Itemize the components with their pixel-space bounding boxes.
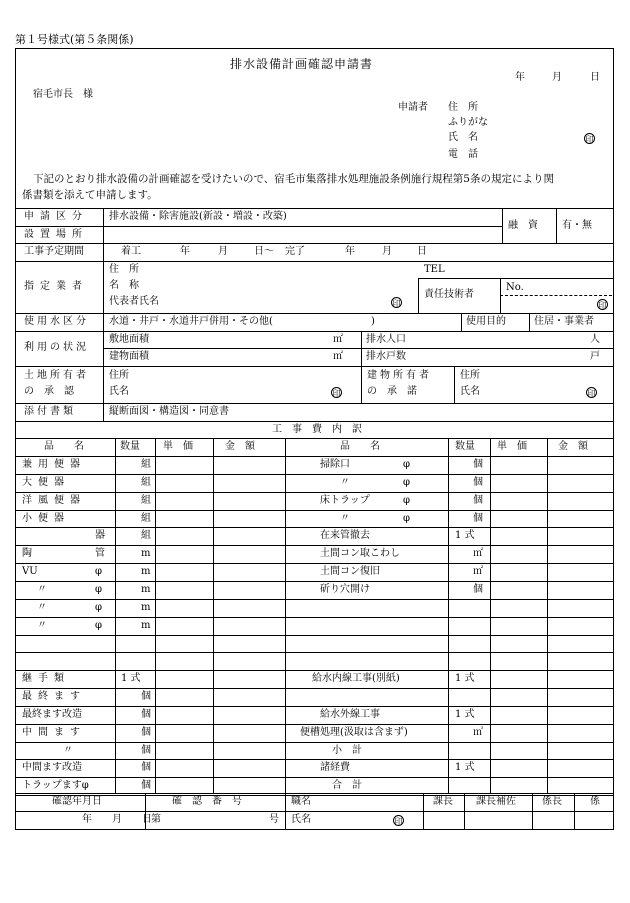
contractor-name: 名 称 xyxy=(109,280,139,291)
intro-text-2: 係書類を添えて申請します。 xyxy=(22,189,158,201)
cost-header-price-right: 単 価 xyxy=(497,441,527,452)
row-line xyxy=(15,777,614,778)
schedule-year1: 年 xyxy=(180,246,190,257)
line xyxy=(15,811,614,812)
attachments-label: 添付書類 xyxy=(24,406,76,417)
cost-right-item-name: 掃除口 xyxy=(320,459,350,470)
line xyxy=(15,793,614,794)
cost-header-item-left: 品 名 xyxy=(44,441,84,452)
row-line xyxy=(15,599,614,600)
schedule-end: 完了 xyxy=(285,246,305,257)
line xyxy=(454,366,455,403)
location-input[interactable] xyxy=(104,227,501,242)
cost-left-item-name: 大便器 xyxy=(22,477,70,488)
cost-left-item-unit-mark: 管 xyxy=(95,548,105,559)
cost-right-item-name: 給水内線工事(別紙) xyxy=(312,673,400,684)
building-owner-label2: の 承 諾 xyxy=(367,386,417,397)
row-line xyxy=(15,563,614,564)
row-line xyxy=(15,688,614,689)
cost-left-item-name: 〃 xyxy=(63,745,79,756)
date-day: 日 xyxy=(590,72,600,83)
purpose-label: 使用目的 xyxy=(466,316,506,327)
drain-households-unit: 戸 xyxy=(590,351,600,362)
cost-right-item-qty: 個 xyxy=(473,459,483,470)
footer-kakari: 係 xyxy=(590,796,600,807)
date-year: 年 xyxy=(515,72,525,83)
cost-left-item-qty: 組 xyxy=(141,477,151,488)
row-line xyxy=(15,492,614,493)
line xyxy=(529,313,530,331)
cost-right-item-qty: 1 式 xyxy=(455,762,475,773)
drain-households-label: 排水戸数 xyxy=(366,351,406,362)
cost-left-item-name: 小便器 xyxy=(22,513,70,524)
contractor-tel: TEL xyxy=(424,264,445,275)
line xyxy=(15,421,614,422)
cost-left-item-qty: 個 xyxy=(141,691,151,702)
schedule-year2: 年 xyxy=(345,246,355,257)
applicant-label: 申請者 xyxy=(398,102,428,113)
building-owner-seal: 印 xyxy=(587,389,596,398)
schedule-start: 着工 xyxy=(121,246,141,257)
row-line xyxy=(15,617,614,618)
cost-right-item-phi: φ xyxy=(403,495,411,506)
cost-header-amount-left: 金 額 xyxy=(225,441,255,452)
footer-date-values: 年 月 日 xyxy=(82,814,152,825)
applicant-seal: 印 xyxy=(585,135,594,144)
row-line xyxy=(15,545,614,546)
line xyxy=(103,313,104,421)
row-line xyxy=(15,652,614,653)
cost-left-item-unit-mark: φ xyxy=(95,620,103,631)
cost-left-item-qty: 1 式 xyxy=(121,673,141,684)
cost-right-item-phi: φ xyxy=(403,513,411,524)
schedule-month1: 月 xyxy=(218,246,228,257)
schedule-day1: 日～ xyxy=(254,246,274,257)
cost-left-item-name: 〃 xyxy=(37,620,47,631)
footer-kakaricho: 係長 xyxy=(542,796,562,807)
cost-left-item-qty: 組 xyxy=(141,495,151,506)
line xyxy=(15,243,614,244)
cost-left-item-name: 最終ます改造 xyxy=(22,709,82,720)
water-source-value[interactable]: 水道・井戸・水道井戸併用・その他( xyxy=(109,316,273,327)
water-source-label: 使用水区分 xyxy=(24,316,89,327)
cost-left-item-qty: m xyxy=(141,620,151,631)
cost-right-item-qty: 個 xyxy=(473,513,483,524)
cost-right-item-qty: 個 xyxy=(473,584,483,595)
cost-left-item-qty: m xyxy=(141,602,151,613)
row-line xyxy=(15,635,614,636)
site-area-unit: ㎡ xyxy=(333,334,343,345)
row-line xyxy=(15,795,614,796)
drain-people-unit: 人 xyxy=(590,334,600,345)
cost-right-item-phi: φ xyxy=(403,477,411,488)
row-line xyxy=(15,527,614,528)
dashed-line xyxy=(500,295,612,296)
cost-right-item-name: 諸経費 xyxy=(320,762,350,773)
land-owner-address: 住所 xyxy=(109,370,129,381)
cost-right-item-name: 在来管撤去 xyxy=(320,530,370,541)
cost-right-item-name: 斫り穴開け xyxy=(320,584,370,595)
cost-right-item-qty: ㎡ xyxy=(473,566,483,577)
footer-confirm-date: 確認年月日 xyxy=(52,796,102,807)
line xyxy=(15,403,614,404)
line xyxy=(15,208,614,209)
cost-right-item-qty: ㎥ xyxy=(473,727,483,738)
line xyxy=(15,261,614,262)
line xyxy=(15,366,614,367)
line xyxy=(532,793,533,830)
footer-kacho: 課長 xyxy=(433,796,453,807)
cost-left-item-name: トラップますφ xyxy=(22,780,89,791)
line xyxy=(461,313,462,331)
building-area-label: 建物面積 xyxy=(109,351,149,362)
contractor-seal: 印 xyxy=(392,299,401,308)
cost-header-item-right: 品 名 xyxy=(340,441,380,452)
cost-right-item-name: 便槽処理(汲取は含まず) xyxy=(300,727,408,738)
cost-right-item-phi: φ xyxy=(403,459,411,470)
line xyxy=(285,793,286,830)
cost-left-item-unit-mark: φ xyxy=(95,602,103,613)
row-line xyxy=(15,670,614,671)
intro-text-1: 下記のとおり排水設備の計画確認を受けたいので、宿毛市集落排水処理施設条例施行規程第5条の規定により関 xyxy=(33,173,554,185)
row-line xyxy=(15,474,614,475)
footer-position: 職名 xyxy=(291,796,311,807)
row-line xyxy=(15,706,614,707)
land-owner-label1: 土地所有者 xyxy=(24,370,89,381)
cost-right-item-name: 小 計 xyxy=(332,745,362,756)
cost-left-item-name: 兼用便器 xyxy=(22,459,86,470)
row-line xyxy=(15,510,614,511)
engineer-label: 責任技術者 xyxy=(424,289,474,300)
schedule-label: 工事予定期間 xyxy=(24,246,84,257)
form-number: 第１号様式(第５条関係) xyxy=(15,33,134,46)
cost-right-item-name: 〃 xyxy=(340,513,350,524)
cost-right-item-qty: 1 式 xyxy=(455,530,475,541)
financing-label: 融 資 xyxy=(508,220,538,231)
footer-no-suffix: 号 xyxy=(269,814,279,825)
building-owner-name: 氏名 xyxy=(460,386,480,397)
form-frame xyxy=(15,48,614,830)
building-owner-label1: 建物所有者 xyxy=(367,370,432,381)
engineer-seal: 印 xyxy=(598,301,607,310)
cost-left-item-qty: 個 xyxy=(141,727,151,738)
line xyxy=(574,793,575,830)
cost-left-item-qty: 組 xyxy=(141,530,151,541)
line xyxy=(418,278,419,313)
cost-left-item-name: 洋風便器 xyxy=(22,495,86,506)
footer-confirm-no: 確 認 番 号 xyxy=(172,796,242,807)
land-owner-name: 氏名 xyxy=(109,386,129,397)
cost-header-price-left: 単 価 xyxy=(163,441,193,452)
footer-name: 氏名 xyxy=(291,814,311,825)
cost-left-item-qty: 個 xyxy=(141,709,151,720)
cost-left-item-unit-mark: φ xyxy=(95,584,103,595)
line xyxy=(464,793,465,830)
contractor-address: 住 所 xyxy=(109,264,139,275)
line xyxy=(15,331,614,332)
cost-right-item-name: 土間コン取こわし xyxy=(320,548,400,559)
building-owner-address: 住所 xyxy=(460,370,480,381)
contractor-rep: 代表者氏名 xyxy=(109,296,159,307)
line xyxy=(15,438,614,439)
cost-header-qty-left: 数量 xyxy=(120,441,140,452)
application-type-value: 排水設備・除害施設(新設・増設・改築) xyxy=(109,211,287,222)
line xyxy=(556,208,557,243)
cost-left-item-qty: 個 xyxy=(141,762,151,773)
cost-right-item-name: 土間コン復旧 xyxy=(320,566,380,577)
cost-left-item-name: VU xyxy=(22,566,38,577)
applicant-furigana-label: ふりがな xyxy=(448,117,488,128)
land-owner-label2: の 承 認 xyxy=(24,386,74,397)
attachments-value: 縦断面図・構造図・同意書 xyxy=(109,406,229,417)
line xyxy=(103,348,614,349)
cost-left-item-name: 継手類 xyxy=(22,673,70,684)
purpose-value[interactable]: 住居・事業者 xyxy=(534,316,594,327)
line xyxy=(15,313,614,314)
date-month: 月 xyxy=(552,72,562,83)
cost-left-item-qty: 組 xyxy=(141,459,151,470)
building-area-unit: ㎡ xyxy=(333,351,343,362)
applicant-name-label: 氏 名 xyxy=(448,132,478,143)
cost-left-item-qty: m xyxy=(141,566,151,577)
cost-left-item-name: 〃 xyxy=(37,584,47,595)
row-line xyxy=(15,742,614,743)
contractor-label: 指定業者 xyxy=(24,281,88,292)
cost-left-item-unit-mark: φ xyxy=(95,566,103,577)
cost-right-item-qty: 1 式 xyxy=(455,673,475,684)
cost-right-item-name: 床トラップ xyxy=(320,495,370,506)
line xyxy=(502,208,503,243)
usage-label: 利用の状況 xyxy=(24,342,89,353)
schedule-day2: 日 xyxy=(417,246,427,257)
footer-hosa: 課長補佐 xyxy=(476,796,516,807)
applicant-address-label: 住 所 xyxy=(448,102,478,113)
cost-title: 工 事 費 内 訳 xyxy=(272,424,362,435)
cost-left-item-qty: 個 xyxy=(141,745,151,756)
cost-left-item-qty: m xyxy=(141,548,151,559)
financing-value[interactable]: 有・無 xyxy=(562,220,592,231)
cost-right-item-name: 合 計 xyxy=(332,780,362,791)
cost-left-item-name: 器 xyxy=(95,530,111,541)
cost-left-item-qty: m xyxy=(141,584,151,595)
cost-left-item-name: 〃 xyxy=(37,602,47,613)
cost-left-item-name: 最終ます xyxy=(22,691,86,702)
line xyxy=(418,278,614,279)
applicant-phone-label: 電 話 xyxy=(448,149,478,160)
cost-left-item-qty: 個 xyxy=(141,780,151,791)
row-line xyxy=(15,456,614,457)
row-line xyxy=(15,724,614,725)
line xyxy=(361,331,362,403)
row-line xyxy=(15,759,614,760)
site-area-label: 敷地面積 xyxy=(109,334,149,345)
addressee: 宿毛市長 様 xyxy=(33,89,93,100)
land-owner-seal: 印 xyxy=(332,389,341,398)
drain-people-label: 排水人口 xyxy=(366,334,406,345)
schedule-month2: 月 xyxy=(382,246,392,257)
cost-header-qty-right: 数量 xyxy=(455,441,475,452)
cost-left-item-name: 中間ます改造 xyxy=(22,762,82,773)
form-title: 排水設備計画確認申請書 xyxy=(230,57,374,71)
footer-no-prefix: 第 xyxy=(151,814,161,825)
cost-right-item-qty: ㎡ xyxy=(473,548,483,559)
cost-right-item-qty: 1 式 xyxy=(455,709,475,720)
location-label: 設置場所 xyxy=(24,229,88,240)
water-source-close: ) xyxy=(371,316,375,327)
engineer-no: No. xyxy=(506,282,524,293)
line xyxy=(500,278,501,313)
line xyxy=(423,793,424,830)
cost-left-item-name: 陶 xyxy=(22,548,32,559)
cost-right-item-qty: 個 xyxy=(473,477,483,488)
footer-seal: 印 xyxy=(394,817,403,826)
cost-left-item-qty: 組 xyxy=(141,513,151,524)
cost-right-item-qty: 個 xyxy=(473,495,483,506)
line xyxy=(103,261,104,313)
cost-right-item-name: 〃 xyxy=(340,477,350,488)
cost-right-item-name: 給水外線工事 xyxy=(320,709,380,720)
cost-header-amount-right: 金 額 xyxy=(558,441,588,452)
application-type-label: 申請区分 xyxy=(24,211,88,222)
cost-left-item-name: 中間ます xyxy=(22,727,86,738)
row-line xyxy=(15,581,614,582)
